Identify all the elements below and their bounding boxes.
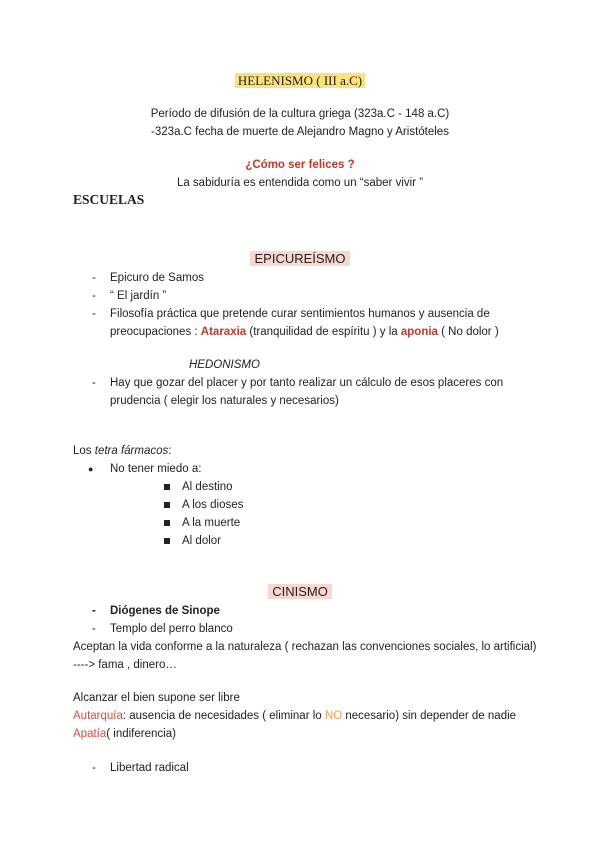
cinismo-line-3: Alcanzar el bien supone ser libre: [73, 692, 240, 704]
bullet-dash: -: [92, 272, 96, 284]
list-item: A la muerte: [182, 517, 241, 529]
hedonismo-line-1: Hay que gozar del placer y por tanto realizar un cálculo de esos placeres con: [110, 377, 504, 389]
square-bullet-icon: [164, 515, 170, 531]
square-bullet-icon: [164, 533, 170, 549]
apatia-term: Apatía: [73, 728, 107, 740]
autarquia-term: Autarquía: [73, 710, 123, 722]
question: ¿Cómo ser felices ?: [245, 159, 355, 171]
square-bullet-icon: [164, 479, 170, 495]
intro-line-2: -323a.C fecha de muerte de Alejandro Magno y Aristóteles: [151, 126, 449, 138]
autarquia-line: Autarquía: ausencia de necesidades ( eliminar lo NO necesario) sin depender de nadie: [73, 710, 517, 722]
cinismo-heading-text: CINISMO: [268, 584, 332, 599]
bullet-dash: -: [92, 290, 96, 302]
cinismo-line-2: ----> fama , dinero…: [73, 659, 177, 671]
epicureismo-heading: [0, 251, 600, 267]
bullet-dot-icon: ●: [88, 464, 94, 474]
list-item: Libertad radical: [110, 762, 189, 774]
page-title: [0, 73, 600, 89]
list-item: Al dolor: [182, 535, 221, 547]
hedonismo-heading: HEDONISMO: [189, 359, 260, 371]
wisdom-line: La sabiduría es entendida como un “saber vivir ”: [176, 177, 424, 189]
hedonismo-line-2: prudencia ( elegir los naturales y necesarios): [110, 395, 339, 407]
philosophy-line-1: Filosofía práctica que pretende curar sentimientos humanos y ausencia de: [110, 308, 490, 320]
list-item: Diógenes de Sinope: [110, 605, 220, 617]
list-item: A los dioses: [182, 499, 244, 511]
list-item: Templo del perro blanco: [110, 623, 233, 635]
bullet-dash: -: [92, 308, 96, 320]
tetra-main-item: No tener miedo a:: [110, 463, 202, 475]
intro-line-1: Período de difusión de la cultura griega (323a.C - 148 a.C): [150, 108, 450, 120]
aponia-term: aponia: [400, 326, 438, 338]
ataraxia-term: Ataraxia: [200, 326, 247, 338]
apatia-line: Apatía( indiferencia): [73, 728, 176, 740]
philosophy-line-2: preocupaciones : Ataraxia (tranquilidad de espíritu ) y la aponia ( No dolor ): [110, 326, 499, 338]
tetra-heading: Los tetra fármacos:: [73, 445, 172, 457]
cinismo-heading: [0, 584, 600, 600]
bullet-dash: -: [92, 377, 96, 389]
list-item: “ El jardín ”: [110, 290, 167, 302]
list-item: Al destino: [182, 481, 233, 493]
cinismo-line-1: Aceptan la vida conforme a la naturaleza ( rechazan las convenciones sociales, lo artificial): [73, 641, 537, 653]
epicureismo-heading-text: EPICUREÍSMO: [250, 251, 349, 266]
square-bullet-icon: [164, 497, 170, 513]
bullet-dash: -: [92, 623, 96, 635]
schools-heading: ESCUELAS: [73, 192, 145, 207]
title-highlight: HELENISMO ( III a.C): [235, 73, 365, 88]
bullet-dash: -: [92, 762, 96, 774]
no-emphasis: NO: [324, 710, 343, 722]
list-item: Epicuro de Samos: [110, 272, 204, 284]
bullet-dash: -: [92, 605, 96, 617]
